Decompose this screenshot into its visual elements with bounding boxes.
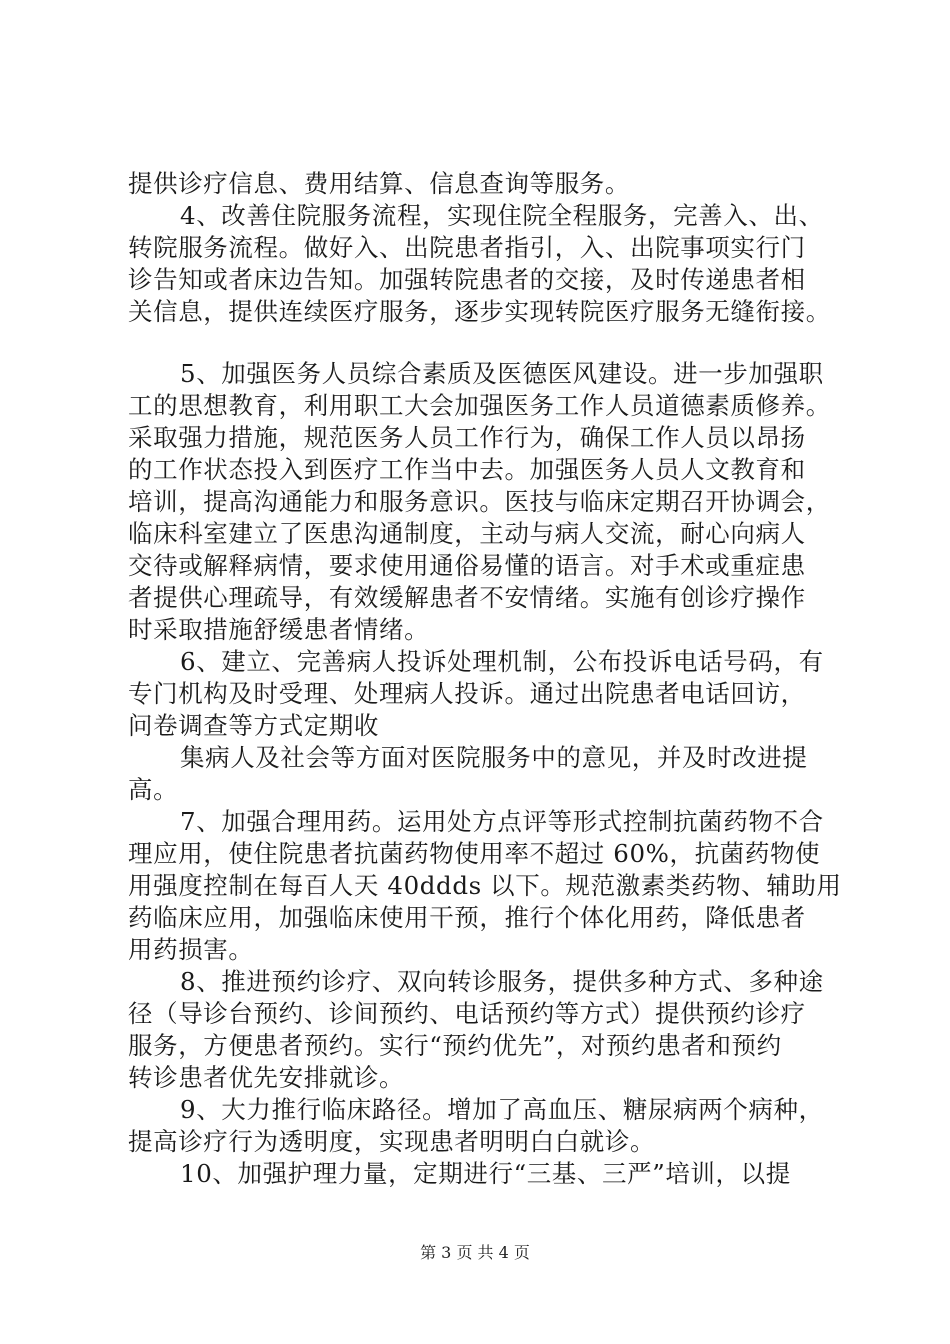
text-line: 采取强力措施，规范医务人员工作行为，确保工作人员以昂扬 <box>128 423 806 452</box>
text-line: 药临床应用，加强临床使用干预，推行个体化用药，降低患者 <box>128 903 806 932</box>
text-line: 培训，提高沟通能力和服务意识。医技与临床定期召开协调会， <box>128 487 831 516</box>
text-line: 专门机构及时受理、处理病人投诉。通过出院患者电话回访， <box>128 679 806 708</box>
text-line: 关信息，提供连续医疗服务，逐步实现转院医疗服务无缝衔接。 <box>128 297 831 326</box>
text-line: 者提供心理疏导，有效缓解患者不安情绪。实施有创诊疗操作 <box>128 583 806 612</box>
text-line: 的工作状态投入到医疗工作当中去。加强医务人员人文教育和 <box>128 455 806 484</box>
text-line: 集病人及社会等方面对医院服务中的意见，并及时改进提 <box>180 743 808 772</box>
text-line: 用药损害。 <box>128 935 254 964</box>
text-line: 用强度控制在每百人天 40ddds 以下。规范激素类药物、辅助用 <box>128 871 842 900</box>
paragraph-gap <box>128 328 838 358</box>
text-line: 5、加强医务人员综合素质及医德医风建设。进一步加强职 <box>180 359 824 388</box>
text-line: 诊告知或者床边告知。加强转院患者的交接，及时传递患者相 <box>128 265 806 294</box>
text-line: 10、加强护理力量，定期进行“三基、三严”培训，以提 <box>180 1159 791 1188</box>
text-line: 交待或解释病情，要求使用通俗易懂的语言。对手术或重症患 <box>128 551 806 580</box>
text-line: 时采取措施舒缓患者情绪。 <box>128 615 430 644</box>
text-line: 高。 <box>128 775 179 804</box>
text-line: 7、加强合理用药。运用处方点评等形式控制抗菌药物不合 <box>180 807 824 836</box>
text-line: 提供诊疗信息、费用结算、信息查询等服务。 <box>128 169 630 198</box>
text-line: 径（导诊台预约、诊间预约、电话预约等方式）提供预约诊疗 <box>128 999 806 1028</box>
text-line: 4、改善住院服务流程，实现住院全程服务，完善入、出、 <box>180 201 824 230</box>
text-line: 转院服务流程。做好入、出院患者指引，入、出院事项实行门 <box>128 233 806 262</box>
text-line: 服务，方便患者预约。实行“预约优先”，对预约患者和预约 <box>128 1031 782 1060</box>
document-body <box>128 168 842 1190</box>
text-line: 8、推进预约诊疗、双向转诊服务，提供多种方式、多种途 <box>180 967 824 996</box>
text-line: 6、建立、完善病人投诉处理机制，公布投诉电话号码，有 <box>180 647 824 676</box>
text-line: 临床科室建立了医患沟通制度，主动与病人交流，耐心向病人 <box>128 519 806 548</box>
page-footer: 第 3 页 共 4 页 <box>420 1243 530 1262</box>
text-line: 提高诊疗行为透明度，实现患者明明白白就诊。 <box>128 1127 656 1156</box>
text-line: 理应用，使住院患者抗菌药物使用率不超过 60%，抗菌药物使 <box>128 839 821 868</box>
text-line: 9、大力推行临床路径。增加了高血压、糖尿病两个病种， <box>180 1095 824 1124</box>
text-line: 转诊患者优先安排就诊。 <box>128 1063 405 1092</box>
text-line: 问卷调查等方式定期收 <box>128 711 379 740</box>
text-line: 工的思想教育，利用职工大会加强医务工作人员道德素质修养。 <box>128 391 831 420</box>
